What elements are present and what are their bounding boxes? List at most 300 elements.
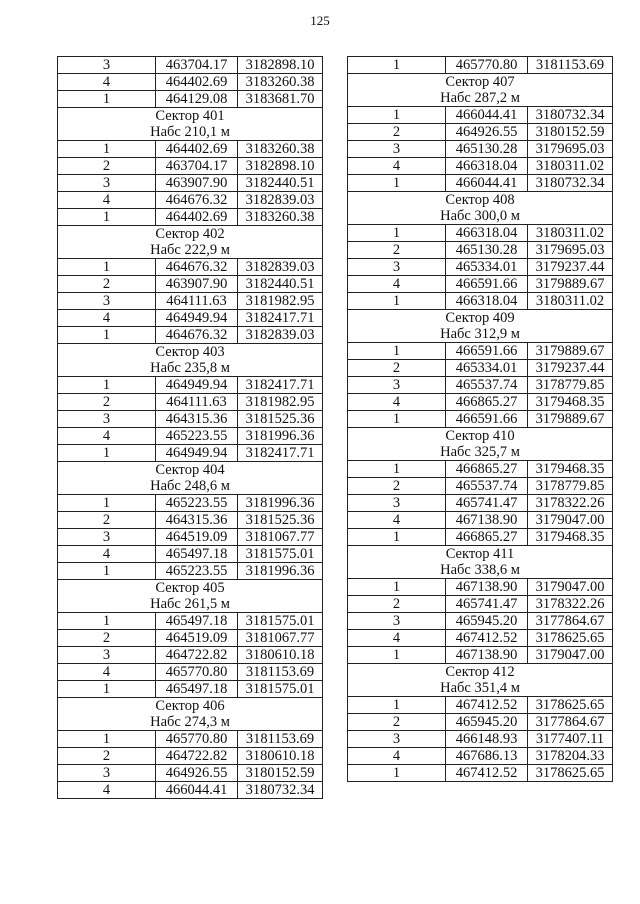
table-row	[348, 141, 613, 158]
y-coordinate-cell: 3178779.85	[528, 377, 613, 394]
x-coordinate-cell: 464722.82	[156, 647, 238, 664]
sector-header-row	[58, 226, 323, 243]
sector-title: Сектор 407	[348, 74, 613, 91]
sector-altitude: Набс 325,7 м	[348, 444, 613, 461]
table-row	[58, 731, 323, 748]
x-coordinate-cell: 467412.52	[446, 630, 528, 647]
point-number-cell: 1	[58, 377, 156, 394]
x-coordinate-cell: 466865.27	[446, 461, 528, 478]
x-coordinate-cell: 464402.69	[156, 74, 238, 91]
sector-header-row	[348, 192, 613, 209]
y-coordinate-cell: 3182839.03	[238, 259, 323, 276]
x-coordinate-cell: 464676.32	[156, 327, 238, 344]
point-number-cell: 3	[58, 529, 156, 546]
point-number-cell: 3	[348, 613, 446, 630]
table-row	[58, 563, 323, 580]
y-coordinate-cell: 3182417.71	[238, 445, 323, 462]
x-coordinate-cell: 465334.01	[446, 259, 528, 276]
table-row	[348, 765, 613, 782]
table-row	[58, 428, 323, 445]
table-row	[348, 630, 613, 647]
y-coordinate-cell: 3181067.77	[238, 529, 323, 546]
table-row	[348, 225, 613, 242]
point-number-cell: 3	[348, 259, 446, 276]
point-number-cell: 3	[348, 731, 446, 748]
sector-header-row	[58, 344, 323, 361]
x-coordinate-cell: 463704.17	[156, 158, 238, 175]
point-number-cell: 3	[348, 495, 446, 512]
point-number-cell: 1	[58, 91, 156, 108]
sector-title: Сектор 411	[348, 546, 613, 563]
sector-altitude-row	[348, 444, 613, 461]
table-row	[58, 57, 323, 74]
point-number-cell: 4	[348, 276, 446, 293]
table-row	[58, 613, 323, 630]
y-coordinate-cell: 3179047.00	[528, 579, 613, 596]
table-row	[58, 377, 323, 394]
x-coordinate-cell: 466044.41	[156, 782, 238, 799]
x-coordinate-cell: 464926.55	[156, 765, 238, 782]
x-coordinate-cell: 467412.52	[446, 697, 528, 714]
point-number-cell: 1	[58, 141, 156, 158]
table-row	[58, 512, 323, 529]
x-coordinate-cell: 465537.74	[446, 478, 528, 495]
x-coordinate-cell: 464111.63	[156, 394, 238, 411]
point-number-cell: 1	[58, 495, 156, 512]
table-row	[348, 714, 613, 731]
point-number-cell: 1	[348, 647, 446, 664]
x-coordinate-cell: 465741.47	[446, 596, 528, 613]
x-coordinate-cell: 466865.27	[446, 529, 528, 546]
point-number-cell: 4	[58, 428, 156, 445]
x-coordinate-cell: 465497.18	[156, 681, 238, 698]
sector-altitude-row	[58, 596, 323, 613]
table-row	[58, 495, 323, 512]
y-coordinate-cell: 3180732.34	[238, 782, 323, 799]
point-number-cell: 2	[348, 242, 446, 259]
y-coordinate-cell: 3181067.77	[238, 630, 323, 647]
table-row	[348, 377, 613, 394]
table-row	[348, 596, 613, 613]
point-number-cell: 3	[58, 411, 156, 428]
sector-title: Сектор 405	[58, 580, 323, 597]
y-coordinate-cell: 3179237.44	[528, 360, 613, 377]
point-number-cell: 2	[348, 360, 446, 377]
table-row	[58, 411, 323, 428]
x-coordinate-cell: 464926.55	[446, 124, 528, 141]
table-row	[348, 158, 613, 175]
sector-header-row	[58, 108, 323, 125]
x-coordinate-cell: 466318.04	[446, 158, 528, 175]
x-coordinate-cell: 465223.55	[156, 495, 238, 512]
point-number-cell: 2	[58, 158, 156, 175]
y-coordinate-cell: 3182898.10	[238, 158, 323, 175]
table-row	[58, 782, 323, 799]
y-coordinate-cell: 3182839.03	[238, 192, 323, 209]
table-row	[58, 664, 323, 681]
point-number-cell: 1	[348, 765, 446, 782]
x-coordinate-cell: 465770.80	[156, 731, 238, 748]
y-coordinate-cell: 3177407.11	[528, 731, 613, 748]
y-coordinate-cell: 3182839.03	[238, 327, 323, 344]
point-number-cell: 1	[348, 225, 446, 242]
point-number-cell: 3	[348, 141, 446, 158]
table-row	[58, 647, 323, 664]
y-coordinate-cell: 3179889.67	[528, 343, 613, 360]
y-coordinate-cell: 3181153.69	[238, 664, 323, 681]
sector-altitude: Набс 312,9 м	[348, 326, 613, 343]
y-coordinate-cell: 3177864.67	[528, 714, 613, 731]
table-row	[348, 529, 613, 546]
point-number-cell: 4	[348, 394, 446, 411]
coordinates-table-left	[57, 56, 323, 799]
point-number-cell: 1	[348, 697, 446, 714]
table-row	[348, 107, 613, 124]
table-row	[348, 613, 613, 630]
table-row	[58, 546, 323, 563]
y-coordinate-cell: 3180152.59	[528, 124, 613, 141]
y-coordinate-cell: 3180311.02	[528, 158, 613, 175]
point-number-cell: 1	[348, 57, 446, 74]
point-number-cell: 1	[58, 327, 156, 344]
point-number-cell: 2	[348, 596, 446, 613]
sector-title: Сектор 409	[348, 310, 613, 327]
point-number-cell: 4	[58, 310, 156, 327]
y-coordinate-cell: 3180311.02	[528, 225, 613, 242]
table-row	[58, 681, 323, 698]
x-coordinate-cell: 464519.09	[156, 630, 238, 647]
x-coordinate-cell: 467686.13	[446, 748, 528, 765]
y-coordinate-cell: 3180610.18	[238, 647, 323, 664]
sector-title: Сектор 410	[348, 428, 613, 445]
point-number-cell: 1	[58, 731, 156, 748]
table-row	[348, 175, 613, 192]
y-coordinate-cell: 3179889.67	[528, 411, 613, 428]
sector-altitude: Набс 287,2 м	[348, 90, 613, 107]
point-number-cell: 1	[348, 175, 446, 192]
sector-altitude: Набс 210,1 м	[58, 124, 323, 141]
sector-title: Сектор 404	[58, 462, 323, 479]
x-coordinate-cell: 464402.69	[156, 209, 238, 226]
x-coordinate-cell: 465130.28	[446, 141, 528, 158]
y-coordinate-cell: 3179047.00	[528, 647, 613, 664]
table-row	[58, 74, 323, 91]
point-number-cell: 1	[58, 681, 156, 698]
y-coordinate-cell: 3180732.34	[528, 175, 613, 192]
x-coordinate-cell: 465770.80	[156, 664, 238, 681]
y-coordinate-cell: 3182417.71	[238, 310, 323, 327]
table-row	[348, 512, 613, 529]
x-coordinate-cell: 464722.82	[156, 748, 238, 765]
point-number-cell: 4	[348, 512, 446, 529]
sector-title: Сектор 408	[348, 192, 613, 209]
y-coordinate-cell: 3179237.44	[528, 259, 613, 276]
point-number-cell: 3	[58, 57, 156, 74]
sector-altitude-row	[348, 680, 613, 697]
x-coordinate-cell: 464111.63	[156, 293, 238, 310]
y-coordinate-cell: 3178322.26	[528, 596, 613, 613]
point-number-cell: 3	[58, 293, 156, 310]
x-coordinate-cell: 463907.90	[156, 276, 238, 293]
y-coordinate-cell: 3179468.35	[528, 461, 613, 478]
x-coordinate-cell: 465334.01	[446, 360, 528, 377]
sector-altitude: Набс 235,8 м	[58, 360, 323, 377]
sector-altitude: Набс 274,3 м	[58, 714, 323, 731]
sector-altitude-row	[58, 478, 323, 495]
point-number-cell: 4	[58, 74, 156, 91]
sector-altitude-row	[348, 562, 613, 579]
table-row	[348, 360, 613, 377]
table-row	[58, 293, 323, 310]
x-coordinate-cell: 467412.52	[446, 765, 528, 782]
table-row	[58, 529, 323, 546]
y-coordinate-cell: 3178625.65	[528, 630, 613, 647]
table-row	[58, 394, 323, 411]
y-coordinate-cell: 3181996.36	[238, 495, 323, 512]
x-coordinate-cell: 464519.09	[156, 529, 238, 546]
x-coordinate-cell: 465770.80	[446, 57, 528, 74]
x-coordinate-cell: 466044.41	[446, 175, 528, 192]
coordinates-table-right	[347, 56, 613, 782]
y-coordinate-cell: 3179047.00	[528, 512, 613, 529]
sector-header-row	[348, 310, 613, 327]
x-coordinate-cell: 465223.55	[156, 428, 238, 445]
point-number-cell: 2	[348, 478, 446, 495]
point-number-cell: 4	[348, 748, 446, 765]
table-row	[348, 495, 613, 512]
y-coordinate-cell: 3178204.33	[528, 748, 613, 765]
table-row	[58, 765, 323, 782]
table-row	[348, 124, 613, 141]
point-number-cell: 2	[348, 714, 446, 731]
y-coordinate-cell: 3181996.36	[238, 563, 323, 580]
point-number-cell: 4	[58, 664, 156, 681]
point-number-cell: 4	[348, 630, 446, 647]
point-number-cell: 4	[58, 546, 156, 563]
point-number-cell: 1	[348, 529, 446, 546]
table-row	[58, 630, 323, 647]
x-coordinate-cell: 465130.28	[446, 242, 528, 259]
sector-altitude: Набс 351,4 м	[348, 680, 613, 697]
sector-header-row	[348, 546, 613, 563]
x-coordinate-cell: 467138.90	[446, 647, 528, 664]
point-number-cell: 2	[348, 124, 446, 141]
sector-altitude-row	[58, 124, 323, 141]
table-row	[58, 310, 323, 327]
x-coordinate-cell: 466591.66	[446, 343, 528, 360]
table-row	[58, 276, 323, 293]
x-coordinate-cell: 464949.94	[156, 377, 238, 394]
y-coordinate-cell: 3178779.85	[528, 478, 613, 495]
y-coordinate-cell: 3178625.65	[528, 697, 613, 714]
y-coordinate-cell: 3181525.36	[238, 512, 323, 529]
y-coordinate-cell: 3178625.65	[528, 765, 613, 782]
x-coordinate-cell: 464676.32	[156, 192, 238, 209]
table-row	[58, 192, 323, 209]
x-coordinate-cell: 464949.94	[156, 445, 238, 462]
point-number-cell: 1	[348, 411, 446, 428]
y-coordinate-cell: 3182440.51	[238, 276, 323, 293]
y-coordinate-cell: 3181575.01	[238, 681, 323, 698]
point-number-cell: 2	[58, 512, 156, 529]
x-coordinate-cell: 467138.90	[446, 512, 528, 529]
point-number-cell: 2	[58, 630, 156, 647]
point-number-cell: 3	[58, 765, 156, 782]
table-row	[58, 327, 323, 344]
x-coordinate-cell: 464949.94	[156, 310, 238, 327]
sector-title: Сектор 401	[58, 108, 323, 125]
x-coordinate-cell: 465223.55	[156, 563, 238, 580]
sector-title: Сектор 403	[58, 344, 323, 361]
table-row	[58, 445, 323, 462]
y-coordinate-cell: 3179468.35	[528, 394, 613, 411]
sector-header-row	[348, 74, 613, 91]
point-number-cell: 4	[58, 192, 156, 209]
y-coordinate-cell: 3183260.38	[238, 141, 323, 158]
table-row	[348, 647, 613, 664]
table-row	[348, 461, 613, 478]
point-number-cell: 1	[348, 343, 446, 360]
point-number-cell: 1	[348, 293, 446, 310]
table-row	[348, 394, 613, 411]
point-number-cell: 3	[348, 377, 446, 394]
table-row	[58, 175, 323, 192]
x-coordinate-cell: 467138.90	[446, 579, 528, 596]
table-row	[348, 57, 613, 74]
table-row	[348, 343, 613, 360]
x-coordinate-cell: 465945.20	[446, 613, 528, 630]
y-coordinate-cell: 3180610.18	[238, 748, 323, 765]
y-coordinate-cell: 3181575.01	[238, 546, 323, 563]
table-row	[348, 478, 613, 495]
x-coordinate-cell: 466591.66	[446, 276, 528, 293]
x-coordinate-cell: 465537.74	[446, 377, 528, 394]
y-coordinate-cell: 3180152.59	[238, 765, 323, 782]
point-number-cell: 2	[58, 748, 156, 765]
x-coordinate-cell: 463907.90	[156, 175, 238, 192]
table-row	[58, 158, 323, 175]
point-number-cell: 4	[58, 782, 156, 799]
sector-title: Сектор 406	[58, 698, 323, 715]
table-row	[348, 242, 613, 259]
table-row	[348, 748, 613, 765]
point-number-cell: 1	[58, 209, 156, 226]
y-coordinate-cell: 3181575.01	[238, 613, 323, 630]
point-number-cell: 3	[58, 647, 156, 664]
x-coordinate-cell: 465945.20	[446, 714, 528, 731]
table-row	[58, 259, 323, 276]
point-number-cell: 1	[58, 259, 156, 276]
y-coordinate-cell: 3181982.95	[238, 293, 323, 310]
table-row	[348, 293, 613, 310]
sector-altitude: Набс 248,6 м	[58, 478, 323, 495]
sector-altitude-row	[348, 208, 613, 225]
y-coordinate-cell: 3179889.67	[528, 276, 613, 293]
table-row	[348, 276, 613, 293]
point-number-cell: 1	[348, 107, 446, 124]
sector-altitude-row	[58, 360, 323, 377]
point-number-cell: 1	[58, 445, 156, 462]
sector-altitude: Набс 261,5 м	[58, 596, 323, 613]
x-coordinate-cell: 464129.08	[156, 91, 238, 108]
table-row	[58, 141, 323, 158]
y-coordinate-cell: 3179695.03	[528, 242, 613, 259]
point-number-cell: 1	[58, 613, 156, 630]
y-coordinate-cell: 3181153.69	[238, 731, 323, 748]
y-coordinate-cell: 3182417.71	[238, 377, 323, 394]
sector-altitude-row	[58, 714, 323, 731]
table-row	[58, 748, 323, 765]
sector-header-row	[58, 462, 323, 479]
point-number-cell: 3	[58, 175, 156, 192]
sector-altitude-row	[58, 242, 323, 259]
x-coordinate-cell: 466318.04	[446, 225, 528, 242]
y-coordinate-cell: 3177864.67	[528, 613, 613, 630]
y-coordinate-cell: 3183681.70	[238, 91, 323, 108]
page-number: 125	[310, 13, 330, 28]
x-coordinate-cell: 465741.47	[446, 495, 528, 512]
y-coordinate-cell: 3181982.95	[238, 394, 323, 411]
point-number-cell: 2	[58, 394, 156, 411]
y-coordinate-cell: 3182898.10	[238, 57, 323, 74]
point-number-cell: 4	[348, 158, 446, 175]
x-coordinate-cell: 464315.36	[156, 512, 238, 529]
y-coordinate-cell: 3179468.35	[528, 529, 613, 546]
x-coordinate-cell: 466591.66	[446, 411, 528, 428]
table-row	[58, 91, 323, 108]
point-number-cell: 1	[58, 563, 156, 580]
point-number-cell: 2	[58, 276, 156, 293]
y-coordinate-cell: 3178322.26	[528, 495, 613, 512]
x-coordinate-cell: 464315.36	[156, 411, 238, 428]
sector-altitude: Набс 300,0 м	[348, 208, 613, 225]
y-coordinate-cell: 3181996.36	[238, 428, 323, 445]
y-coordinate-cell: 3180311.02	[528, 293, 613, 310]
table-row	[348, 731, 613, 748]
table-row	[348, 259, 613, 276]
sector-altitude: Набс 222,9 м	[58, 242, 323, 259]
sector-header-row	[58, 698, 323, 715]
y-coordinate-cell: 3183260.38	[238, 74, 323, 91]
x-coordinate-cell: 465497.18	[156, 613, 238, 630]
x-coordinate-cell: 464676.32	[156, 259, 238, 276]
table-row	[58, 209, 323, 226]
x-coordinate-cell: 466148.93	[446, 731, 528, 748]
y-coordinate-cell: 3181153.69	[528, 57, 613, 74]
y-coordinate-cell: 3181525.36	[238, 411, 323, 428]
x-coordinate-cell: 466865.27	[446, 394, 528, 411]
sector-altitude: Набс 338,6 м	[348, 562, 613, 579]
x-coordinate-cell: 463704.17	[156, 57, 238, 74]
sector-header-row	[348, 664, 613, 681]
y-coordinate-cell: 3183260.38	[238, 209, 323, 226]
y-coordinate-cell: 3179695.03	[528, 141, 613, 158]
sector-header-row	[348, 428, 613, 445]
sector-altitude-row	[348, 90, 613, 107]
x-coordinate-cell: 466318.04	[446, 293, 528, 310]
sector-title: Сектор 402	[58, 226, 323, 243]
table-row	[348, 697, 613, 714]
table-row	[348, 411, 613, 428]
x-coordinate-cell: 466044.41	[446, 107, 528, 124]
sector-altitude-row	[348, 326, 613, 343]
sector-header-row	[58, 580, 323, 597]
y-coordinate-cell: 3180732.34	[528, 107, 613, 124]
table-row	[348, 579, 613, 596]
sector-title: Сектор 412	[348, 664, 613, 681]
point-number-cell: 1	[348, 461, 446, 478]
x-coordinate-cell: 465497.18	[156, 546, 238, 563]
